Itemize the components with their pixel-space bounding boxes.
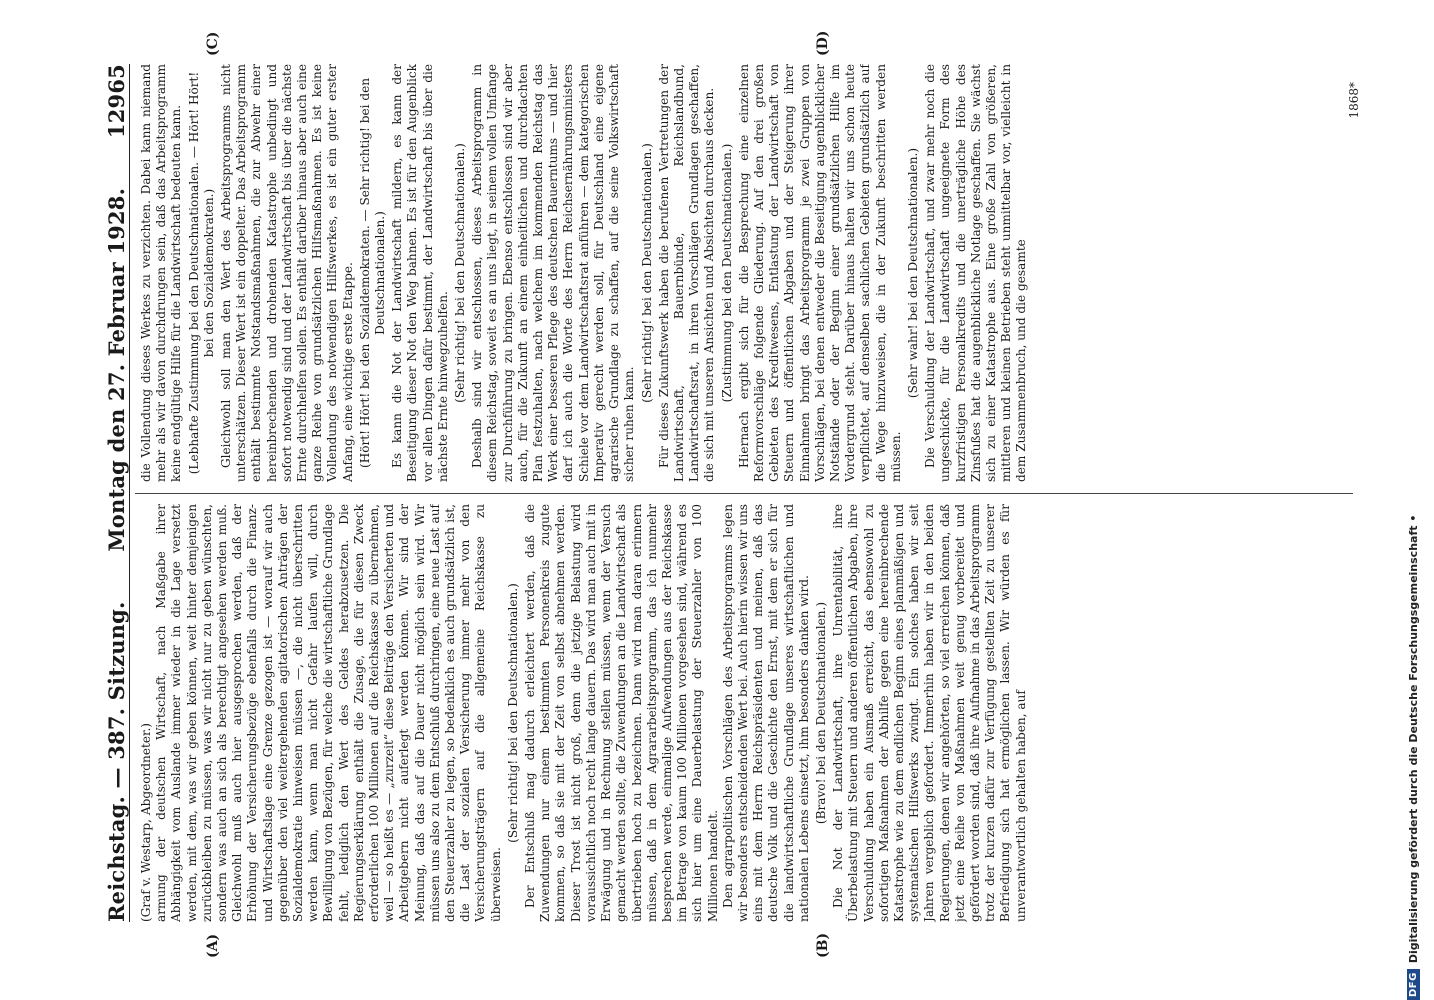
paragraph: Die Not der Landwirtschaft, ihre Unrentabilität, ihre Überbelastung mit Steuern und anderen öffentlichen Abgaben, ihre Verschuldung haben ein Ausmaß erreicht, das ebensowohl zu sofortigen Maßnahmen der Abhilfe gegen eine hereinbrechende Katastrophe wie zu dem endlichen Beginn eines planmäßigen und systematischen Hilfswerks zwingt. Ein solches haben wir seit Jahren vergeblich gefordert. Immerhin haben wir in den beiden Regierungen, denen wir angehörten, so viel erreichen können, daß jetzt eine Reihe von Maßnahmen weit genug vorbereitet und gefördert worden sind, daß ihre Aufnahme in das Arbeitsprogramm trotz der kurzen dafür zur Verfügung gestellten Zeit zu unserer Befriedigung sich hat ermöglichen lassen. Wir würden es für unverantwortlich gehalten haben, auf — [831, 504, 1028, 922]
interjection: (Lebhafte Zustimmung bei den Deutschnationalen. — Hört! Hört! bei den Sozialdemokraten.) — [186, 71, 216, 475]
paragraph: Hiernach ergibt sich für die Besprechung eine einzelnen Reformvorschläge folgende Gliederung. Auf den drei großen Gebieten des Kreditwesens, Entlastung der Landwirtschaft von Steuern und öffentlichen Abgaben und der Steigerung ihrer Einnahmen bringt das Arbeitsprogramm je zwei Gruppen von Vorschlägen, bei denen entweder die Beseitigung augenblicklicher Notstände oder der Beginn einer grundsätzlichen Hilfe im Vordergrund steht. Darüber hinaus halten wir uns schon heute verpflichtet, auf denselben sachlichen Gebieten grundsätzlich auf die Wege hinzuweisen, die in der Zukunft beschritten werden müssen. — [736, 64, 903, 482]
text-column-left — [139, 504, 1354, 922]
paragraph: Für dieses Zukunftswerk haben die berufenen Vertretungen der Landwirtschaft, Bauernbünde, Reichslandbund, Landwirtschaftsrat, in ihren Vorschlägen Grundlagen geschaffen, die sich mit unseren Ansichten und Absichten durchaus decken. — [656, 64, 717, 482]
paragraph: Die Verschuldung der Landwirtschaft, und zwar mehr noch die ungeschickte, für die Landwirtschaft ungeeignete Form des kurzfristigen Personalkredits und die unerträgliche Höhe des Zinsfußes hat die augenblickliche Notlage geschaffen. Sie wächst sich zu einer Katastrophe aus. Eine große Zahl von größeren, mittleren und kleinen Betrieben steht unmittelbar vor, vielleicht in dem Zusammenbruch, und die gesamte — [923, 64, 1029, 482]
text-column-right — [139, 64, 1354, 482]
interjection: (Sehr wahr! bei den Deutschnationalen.) — [905, 147, 920, 399]
interjection: (Sehr richtig! bei den Deutschnationalen.) — [453, 143, 468, 403]
paragraph: Gleichwohl soll man den Wert des Arbeitsprogramms nicht unterschätzen. Dieser Wert ist ein doppelter. Das Arbeitsprogramm enthält bestimmte Notstandsmaßnahmen, die zur Abwehr einer hereinbrechenden und drohenden Katastrophe unbedingt und sofort notwendig sind und der Landwirtschaft bis über die nächste Ernte durchhelfen sollen. Es enthält darüber hinaus aber auch eine ganze Reihe von grundsätzlichen Hilfsmaßnahmen. Es ist keine Vollendung des notwendigen Hilfswerkes, es ist ein guter erster Anfang, eine wichtige erste Etappe. — [219, 64, 355, 482]
speaker-line: (Graf v. Westarp, Abgeordneter.) — [139, 722, 153, 922]
interjection: (Sehr richtig! bei den Deutschnationalen.) — [505, 583, 520, 843]
page-code: 1868* — [1347, 82, 1361, 119]
interjection: (Sehr richtig! bei den Deutschnationalen.) — [639, 143, 654, 403]
paragraph: Den agrarpolitischen Vorschlägen des Arbeitsprogramms legen wir besonders entscheidenden Wert bei. Auch hierin wissen wir uns eins mit dem Herrn Reichspräsidenten und meinen, daß das deutsche Volk und die Geschichte den Ernst, mit dem er sich für die landwirtschaftliche Grundlage unseres wirtschaftlichen und nationalen Lebens einsetzt, ihm besonders danken wird. — [720, 504, 811, 922]
page-header — [95, 64, 130, 922]
interjection: (Zustimmung bei den Deutschnationalen.) — [719, 143, 734, 403]
dfg-logo: DFG — [1407, 969, 1420, 1000]
paragraph: Es kann die Not der Landwirtschaft mildern, es kann der Beseitigung dieser Not den Weg bahnen. Es ist für den Augenblick vor allen Dingen dafür bestimmt, der Landwirtschaft bis über die nächste Ernte hinwegzuhelfen. — [390, 64, 450, 482]
margin-mark-d: (D) — [815, 30, 831, 56]
interjection: (Bravo! bei den Deutschnationalen.) — [813, 601, 828, 825]
interjection: (Hört! Hört! bei den Sozialdemokraten. — Sehr richtig! bei den Deutschnationalen.) — [357, 77, 388, 469]
margin-mark-a: (A) — [205, 933, 221, 958]
document-sheet — [95, 30, 1361, 958]
paragraph: armung der deutschen Wirtschaft, nach Maßgabe ihrer Abhängigkeit vom Auslande immer wieder in die Lage versetzt werden, mit dem, was wir geben können, weit hinter demjenigen zurückbleiben zu müssen, was wir nicht nur zu geben wünschten, sondern was auch an sich als berechtigt angesehen werden muß. Gleichwohl muß auch hier ausgesprochen werden, daß der Erhöhung der Versicherungsbezüge ebenfalls durch die Finanz- und Wirtschaftslage eine Grenze gezogen ist — worauf wir auch gegenüber den viel weitergehenden agitatorischen Anträgen der Sozialdemokratie hinweisen müssen —, die nicht überschritten werden kann, wenn man nicht Gefahr laufen will, durch Bewilligung von Bezügen, für welche die wirtschaftliche Grundlage fehlt, lediglich den Wert des Geldes herabzusetzen. Die Regierungserklärung enthält die Zusage, die für diesen Zweck erforderlichen 100 Millionen auf die Reichskasse zu übernehmen, weil — so heißt es — „zurzeit“ diese Beiträge den Versicherten und Arbeitgebern nicht auferlegt werden können. Wir sind der Meinung, daß das auf die Dauer nicht möglich sein wird. Wir müssen uns also zu dem Entschluß durchringen, eine neue Last auf den Steuerzahler zu legen, so bedenklich es auch grundsätzlich ist, die Last der sozialen Versicherung immer mehr von den Versicherungsträgern auf die allgemeine Reichskasse zu überweisen. — [154, 504, 503, 922]
margin-mark-b: (B) — [815, 932, 831, 958]
digitization-stamp — [1398, 0, 1428, 1000]
margin-mark-c: (C) — [205, 31, 221, 56]
header-session: Reichstag. — 387. Sitzung. — [104, 601, 129, 922]
column-divider — [135, 493, 1353, 494]
stamp-text: Digitalisierung gefördert durch die Deutsche Forschungsgemeinschaft • — [1406, 514, 1420, 964]
header-date: Montag den 27. Februar 1928. — [104, 187, 129, 552]
paragraph: Deshalb sind wir entschlossen, dieses Arbeitsprogramm in diesem Reichstag, soweit es an uns liegt, in seinem vollen Umfange zur Durchführung zu bringen. Ebenso entschlossen sind wir aber auch, für die Zukunft an einem einheitlichen und durchdachten Plan festzuhalten, nach welchem im kommenden Reichstag das Werk einer besseren Pflege des deutschen Bauerntums — und hier darf ich auch die Worte des Herrn Reichsernährungsministers Schiele vor dem Landwirtschaftsrat anführen — dem kategorischen Imperativ gerecht werden soll, für Deutschland eine eigene agrarische Grundlage zu schaffen, auf die seine Volkswirtschaft sicher ruhen kann. — [470, 64, 637, 482]
paragraph: die Vollendung dieses Werkes zu verzichten. Dabei kann niemand mehr als wir davon durchdrungen sein, daß das Arbeitsprogramm keine endgültige Hilfe für die Landwirtschaft bedeuten kann. — [139, 64, 184, 482]
header-page-number: 12965 — [104, 64, 129, 139]
paragraph: Der Entschluß mag dadurch erleichtert werden, daß die Zuwendungen nur einem bestimmten Personenkreis zugute kommen, so daß sie mit der Zeit von selbst abnehmen werden. Dieser Trost ist nicht groß, denn die jetzige Belastung wird voraussichtlich noch recht lange dauern. Das wird man auch mit in Erwägung und in Rechnung stellen müssen, wenn der Versuch gemacht werden sollte, die Zuwendungen an die Landwirtschaft als übertrieben hoch zu bezeichnen. Dann wird man daran erinnern müssen, daß in dem Agrararbeitsprogramm, das ich nunmehr besprechen werde, einmalige Aufwendungen aus der Reichskasse im Betrage von kaum 100 Millionen vorgesehen sind, während es sich hier um eine Dauerbelastung der Steuerzahler von 100 Millionen handelt. — [523, 504, 720, 922]
